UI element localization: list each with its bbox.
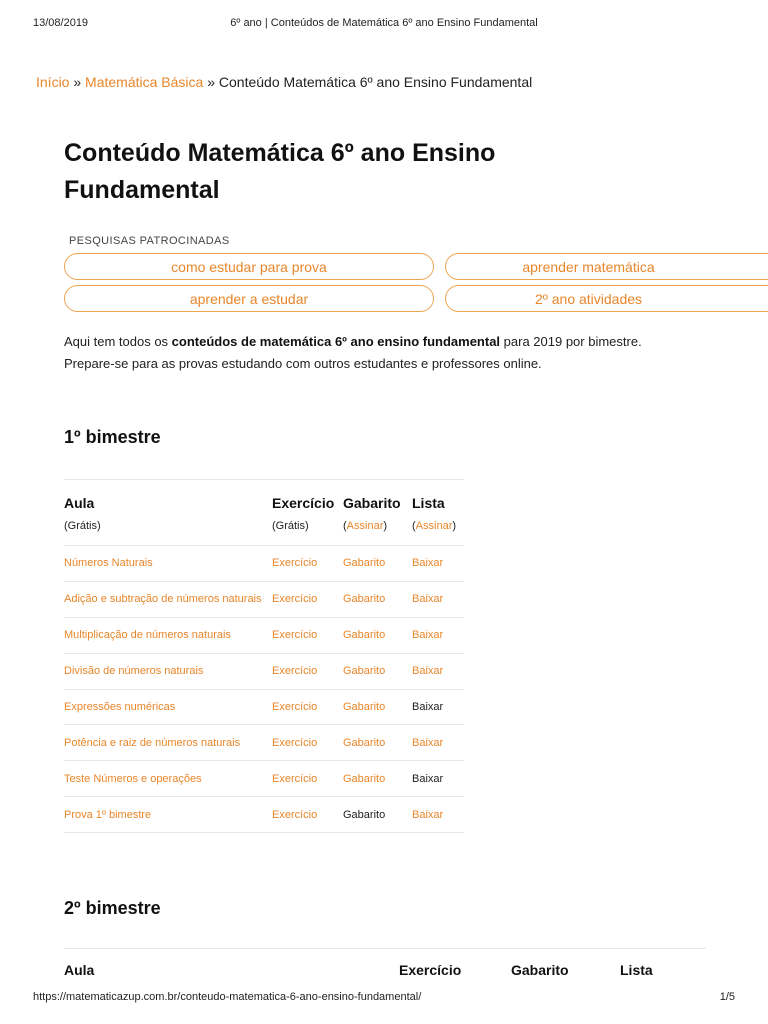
header-gabarito — [343, 480, 412, 546]
header-gabarito-label: Gabarito — [343, 495, 401, 511]
intro-line2: Prepare-se para as provas estudando com outros estudantes e professores online. — [64, 356, 542, 371]
breadcrumb-category-link[interactable]: Matemática Básica — [85, 74, 204, 90]
breadcrumb-current: Conteúdo Matemática 6º ano Ensino Fundamental — [218, 74, 533, 90]
header-aula-label: Aula — [64, 495, 95, 511]
gabarito-link[interactable]: Gabarito — [343, 701, 386, 713]
gabarito-text: Gabarito — [343, 808, 386, 821]
header-gabarito-label: Gabarito — [511, 962, 569, 978]
breadcrumb — [36, 74, 532, 90]
header-lista-label: Lista — [620, 962, 653, 978]
section-title-1-bimestre: 1º bimestre — [64, 427, 161, 447]
header-aula-label: Aula — [64, 962, 95, 978]
table-row — [64, 546, 464, 582]
header-exercicio-label: Exercício — [272, 495, 335, 511]
exercicio-link[interactable]: Exercício — [272, 557, 318, 570]
sponsored-label: PESQUISAS PATROCINADAS — [69, 235, 230, 247]
baixar-link[interactable]: Baixar — [412, 593, 444, 606]
baixar-link[interactable]: Baixar — [412, 629, 444, 642]
baixar-link[interactable]: Baixar — [412, 808, 444, 821]
sponsored-link-label: aprender a estudar — [189, 290, 309, 307]
print-date: 13/08/2019 — [33, 17, 89, 29]
gabarito-link[interactable]: Gabarito — [343, 665, 386, 678]
baixar-link[interactable]: Baixar — [412, 665, 444, 678]
gabarito-link[interactable]: Gabarito — [343, 772, 386, 785]
table-row — [64, 797, 464, 833]
intro-text: Aqui tem todos os — [64, 334, 172, 349]
lessons-table-2-bimestre-header — [64, 948, 706, 988]
exercicio-link[interactable]: Exercício — [272, 736, 318, 749]
sponsored-link-estudar-prova[interactable] — [64, 253, 434, 280]
breadcrumb-separator: » — [203, 74, 219, 90]
header-exercicio-sub: (Grátis) — [272, 520, 309, 532]
baixar-text: Baixar — [412, 772, 444, 785]
intro-text: para 2019 por bimestre. — [500, 334, 642, 349]
baixar-link[interactable]: Baixar — [412, 736, 444, 749]
gabarito-link[interactable]: Gabarito — [343, 557, 386, 570]
page-title: Conteúdo Matemática 6º ano Ensino Fundamental — [64, 139, 496, 204]
header-exercicio-label: Exercício — [399, 962, 462, 978]
table-row — [64, 617, 464, 653]
section-title-2-bimestre: 2º bimestre — [64, 898, 161, 918]
table-row — [64, 725, 464, 761]
breadcrumb-home-link[interactable]: Início — [36, 74, 70, 90]
table-header-row — [64, 480, 464, 546]
breadcrumb-separator: » — [69, 74, 86, 90]
header-lista-label: Lista — [412, 495, 445, 511]
assinar-link[interactable]: Assinar — [346, 520, 384, 532]
gabarito-link[interactable]: Gabarito — [343, 593, 386, 606]
lesson-link[interactable]: Divisão de números naturais — [64, 665, 204, 678]
print-doc-title: 6º ano | Conteúdos de Matemática 6º ano Ensino Fundamental — [230, 17, 538, 29]
gabarito-link[interactable]: Gabarito — [343, 736, 386, 749]
lesson-link[interactable]: Adição e subtração de números naturais — [64, 593, 262, 606]
sponsored-link-label: como estudar para prova — [171, 258, 327, 275]
header-aula-sub: (Grátis) — [64, 520, 101, 532]
lessons-table-1-bimestre — [64, 479, 464, 833]
sponsored-link-2-ano-atividades[interactable] — [445, 285, 768, 312]
header-gabarito-sub: (Assinar) — [343, 520, 388, 532]
baixar-text: Baixar — [412, 701, 444, 713]
table-row — [64, 581, 464, 617]
table-row — [64, 761, 464, 797]
lesson-link[interactable]: Multiplicação de números naturais — [64, 629, 231, 642]
baixar-link[interactable]: Baixar — [412, 557, 444, 570]
gabarito-link[interactable]: Gabarito — [343, 629, 386, 642]
header-lista — [412, 480, 464, 546]
print-url: https://matematicazup.com.br/conteudo-matematica-6-ano-ensino-fundamental/ — [33, 991, 422, 1003]
intro-paragraph — [64, 331, 704, 375]
exercicio-link[interactable]: Exercício — [272, 629, 318, 642]
lesson-link[interactable]: Números Naturais — [64, 557, 153, 570]
assinar-link[interactable]: Assinar — [415, 520, 453, 532]
exercicio-link[interactable]: Exercício — [272, 772, 318, 785]
table-row — [64, 653, 464, 689]
exercicio-link[interactable]: Exercício — [272, 701, 318, 713]
lesson-link[interactable]: Expressões numéricas — [64, 701, 176, 713]
exercicio-link[interactable]: Exercício — [272, 665, 318, 678]
lesson-link[interactable]: Teste Números e operações — [64, 772, 202, 785]
sponsored-link-aprender-matematica[interactable] — [445, 253, 768, 280]
header-exercicio — [272, 480, 343, 546]
exercicio-link[interactable]: Exercício — [272, 808, 318, 821]
table-row — [64, 689, 464, 725]
header-aula — [64, 480, 272, 546]
print-header — [33, 17, 735, 31]
intro-bold: conteúdos de matemática 6º ano ensino fundamental — [171, 334, 501, 349]
print-footer — [33, 991, 735, 1005]
header-lista-sub: (Assinar) — [412, 520, 457, 532]
sponsored-link-label: 2º ano atividades — [534, 290, 643, 307]
print-page-number: 1/5 — [719, 991, 735, 1003]
lesson-link[interactable]: Potência e raiz de números naturais — [64, 736, 241, 749]
exercicio-link[interactable]: Exercício — [272, 593, 318, 606]
sponsored-link-aprender-estudar[interactable] — [64, 285, 434, 312]
lesson-link[interactable]: Prova 1º bimestre — [64, 808, 152, 821]
sponsored-link-label: aprender matemática — [522, 258, 655, 275]
